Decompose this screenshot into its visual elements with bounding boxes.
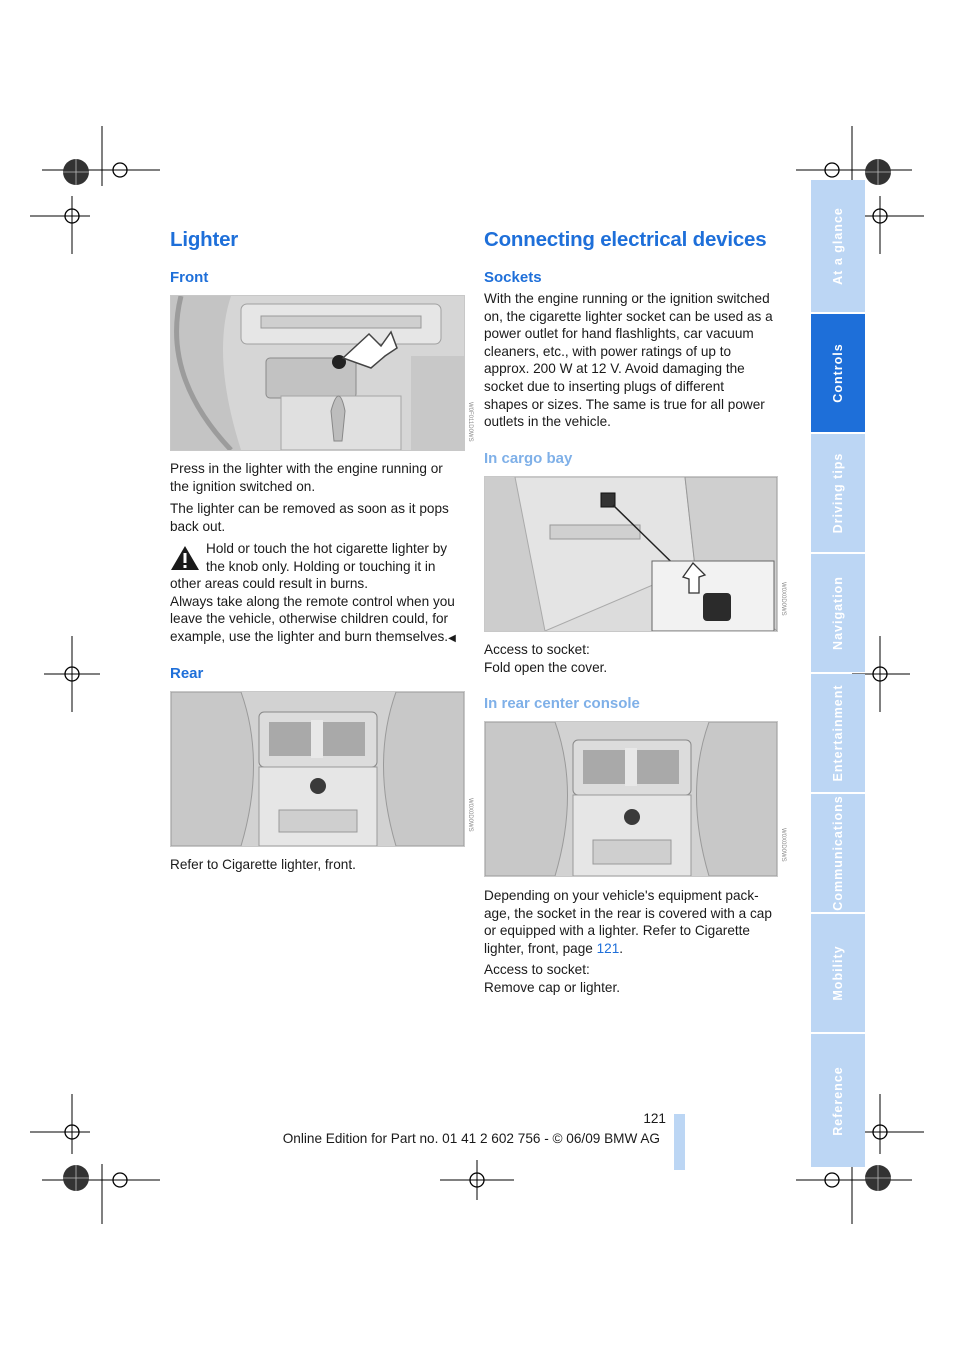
edition-footer: Online Edition for Part no. 01 41 2 602 756 - © 06/09 BMW AG — [282, 1131, 660, 1146]
warning-line: Always take along the remote control when you — [170, 593, 455, 609]
front-heading: Front — [170, 269, 209, 286]
rear-figure-code: W0X0D0WS — [467, 798, 473, 832]
front-paragraph-2: The lighter can be removed as soon as it pops back out. — [170, 501, 449, 534]
cargo-bay-heading: In cargo bay — [484, 450, 573, 467]
cargo-access-text — [484, 641, 784, 676]
connecting-devices-title: Connecting electrical devices — [484, 228, 767, 251]
warning-line: Hold or touch the hot cigarette lighter by — [206, 541, 448, 556]
sockets-line: cleaners, etc., with power ratings of up to — [484, 343, 732, 359]
tab-reference[interactable] — [811, 1034, 865, 1167]
warning-icon — [170, 544, 200, 572]
tab-at-a-glance[interactable] — [811, 180, 865, 312]
cargo-figure-code: W0X0D0WS — [780, 582, 786, 616]
console-line: or equipped with a lighter. Refer to Cigarette — [484, 923, 750, 939]
rear-lighter-illustration — [170, 691, 465, 847]
warning-block — [170, 540, 463, 648]
warning-line: other areas could result in burns. — [170, 576, 368, 592]
sockets-heading: Sockets — [484, 269, 542, 286]
access-line: Remove cap or lighter. — [484, 979, 621, 995]
page-ref-link[interactable]: 121 — [596, 940, 620, 956]
footer-color-bar — [674, 1114, 685, 1170]
console-access-text — [484, 961, 784, 996]
rear-heading: Rear — [170, 665, 204, 682]
sockets-line: socket due to inserting plugs of different — [484, 378, 725, 394]
sockets-line: outlets in the vehicle. — [484, 414, 611, 430]
console-paragraph — [484, 887, 784, 957]
tab-navigation[interactable] — [811, 554, 865, 672]
front-paragraph-1: Press in the lighter with the engine running or the ignition switched on. — [170, 461, 443, 494]
front-lighter-illustration — [170, 295, 465, 451]
cargo-line: Access to socket: — [484, 642, 590, 657]
cargo-line: Fold open the cover. — [484, 659, 608, 675]
sockets-line: With the engine running or the ignition switched — [484, 291, 770, 306]
tab-controls[interactable] — [811, 314, 865, 432]
tab-mobility[interactable] — [811, 914, 865, 1032]
console-line: lighter, front, page — [484, 940, 597, 956]
sockets-line: approx. 200 W at 12 V. Avoid damaging the — [484, 361, 745, 377]
warning-line: leave the vehicle, otherwise children could, for — [170, 611, 449, 627]
tab-label: Reference — [831, 1065, 845, 1136]
warning-line: example, use the lighter and burn themselves. — [170, 628, 449, 644]
console-figure-code: W0X0D0WS — [780, 828, 786, 862]
rear-console-heading: In rear center console — [484, 695, 640, 712]
tab-driving-tips[interactable] — [811, 434, 865, 552]
cargo-bay-illustration — [484, 476, 778, 632]
console-line: Depending on your vehicle's equipment pack- — [484, 888, 759, 903]
tab-label: Driving tips — [831, 452, 845, 534]
sockets-line: shapes or sizes. The same is true for all power — [484, 396, 765, 412]
tab-label: Navigation — [831, 576, 845, 650]
tab-label: Controls — [831, 343, 845, 403]
tab-entertainment[interactable] — [811, 674, 865, 792]
sockets-paragraph — [484, 290, 784, 431]
tab-communications[interactable] — [811, 794, 865, 912]
console-line: age, the socket in the rear is covered with a cap — [484, 905, 772, 921]
rear-console-illustration — [484, 721, 778, 877]
tab-label: Mobility — [831, 945, 845, 1001]
warning-line: the knob only. Holding or touching it in — [206, 558, 436, 574]
tab-label: Entertainment — [831, 684, 845, 782]
sockets-line: on, the cigarette lighter socket can be used as a — [484, 308, 773, 324]
end-mark-icon: ◀ — [448, 632, 456, 644]
front-figure-code: W0F011D0WS — [467, 402, 473, 442]
sockets-line: power outlet for hand flashlights, car vacuum — [484, 326, 754, 342]
access-line: Access to socket: — [484, 962, 590, 977]
lighter-title: Lighter — [170, 228, 239, 251]
page-number: 121 — [643, 1111, 666, 1126]
rear-paragraph: Refer to Cigarette lighter, front. — [170, 857, 356, 872]
tab-label: At a glance — [831, 207, 845, 285]
tab-label: Communications — [831, 795, 845, 911]
console-line-end: . — [619, 940, 624, 956]
section-tabs — [811, 180, 865, 1167]
